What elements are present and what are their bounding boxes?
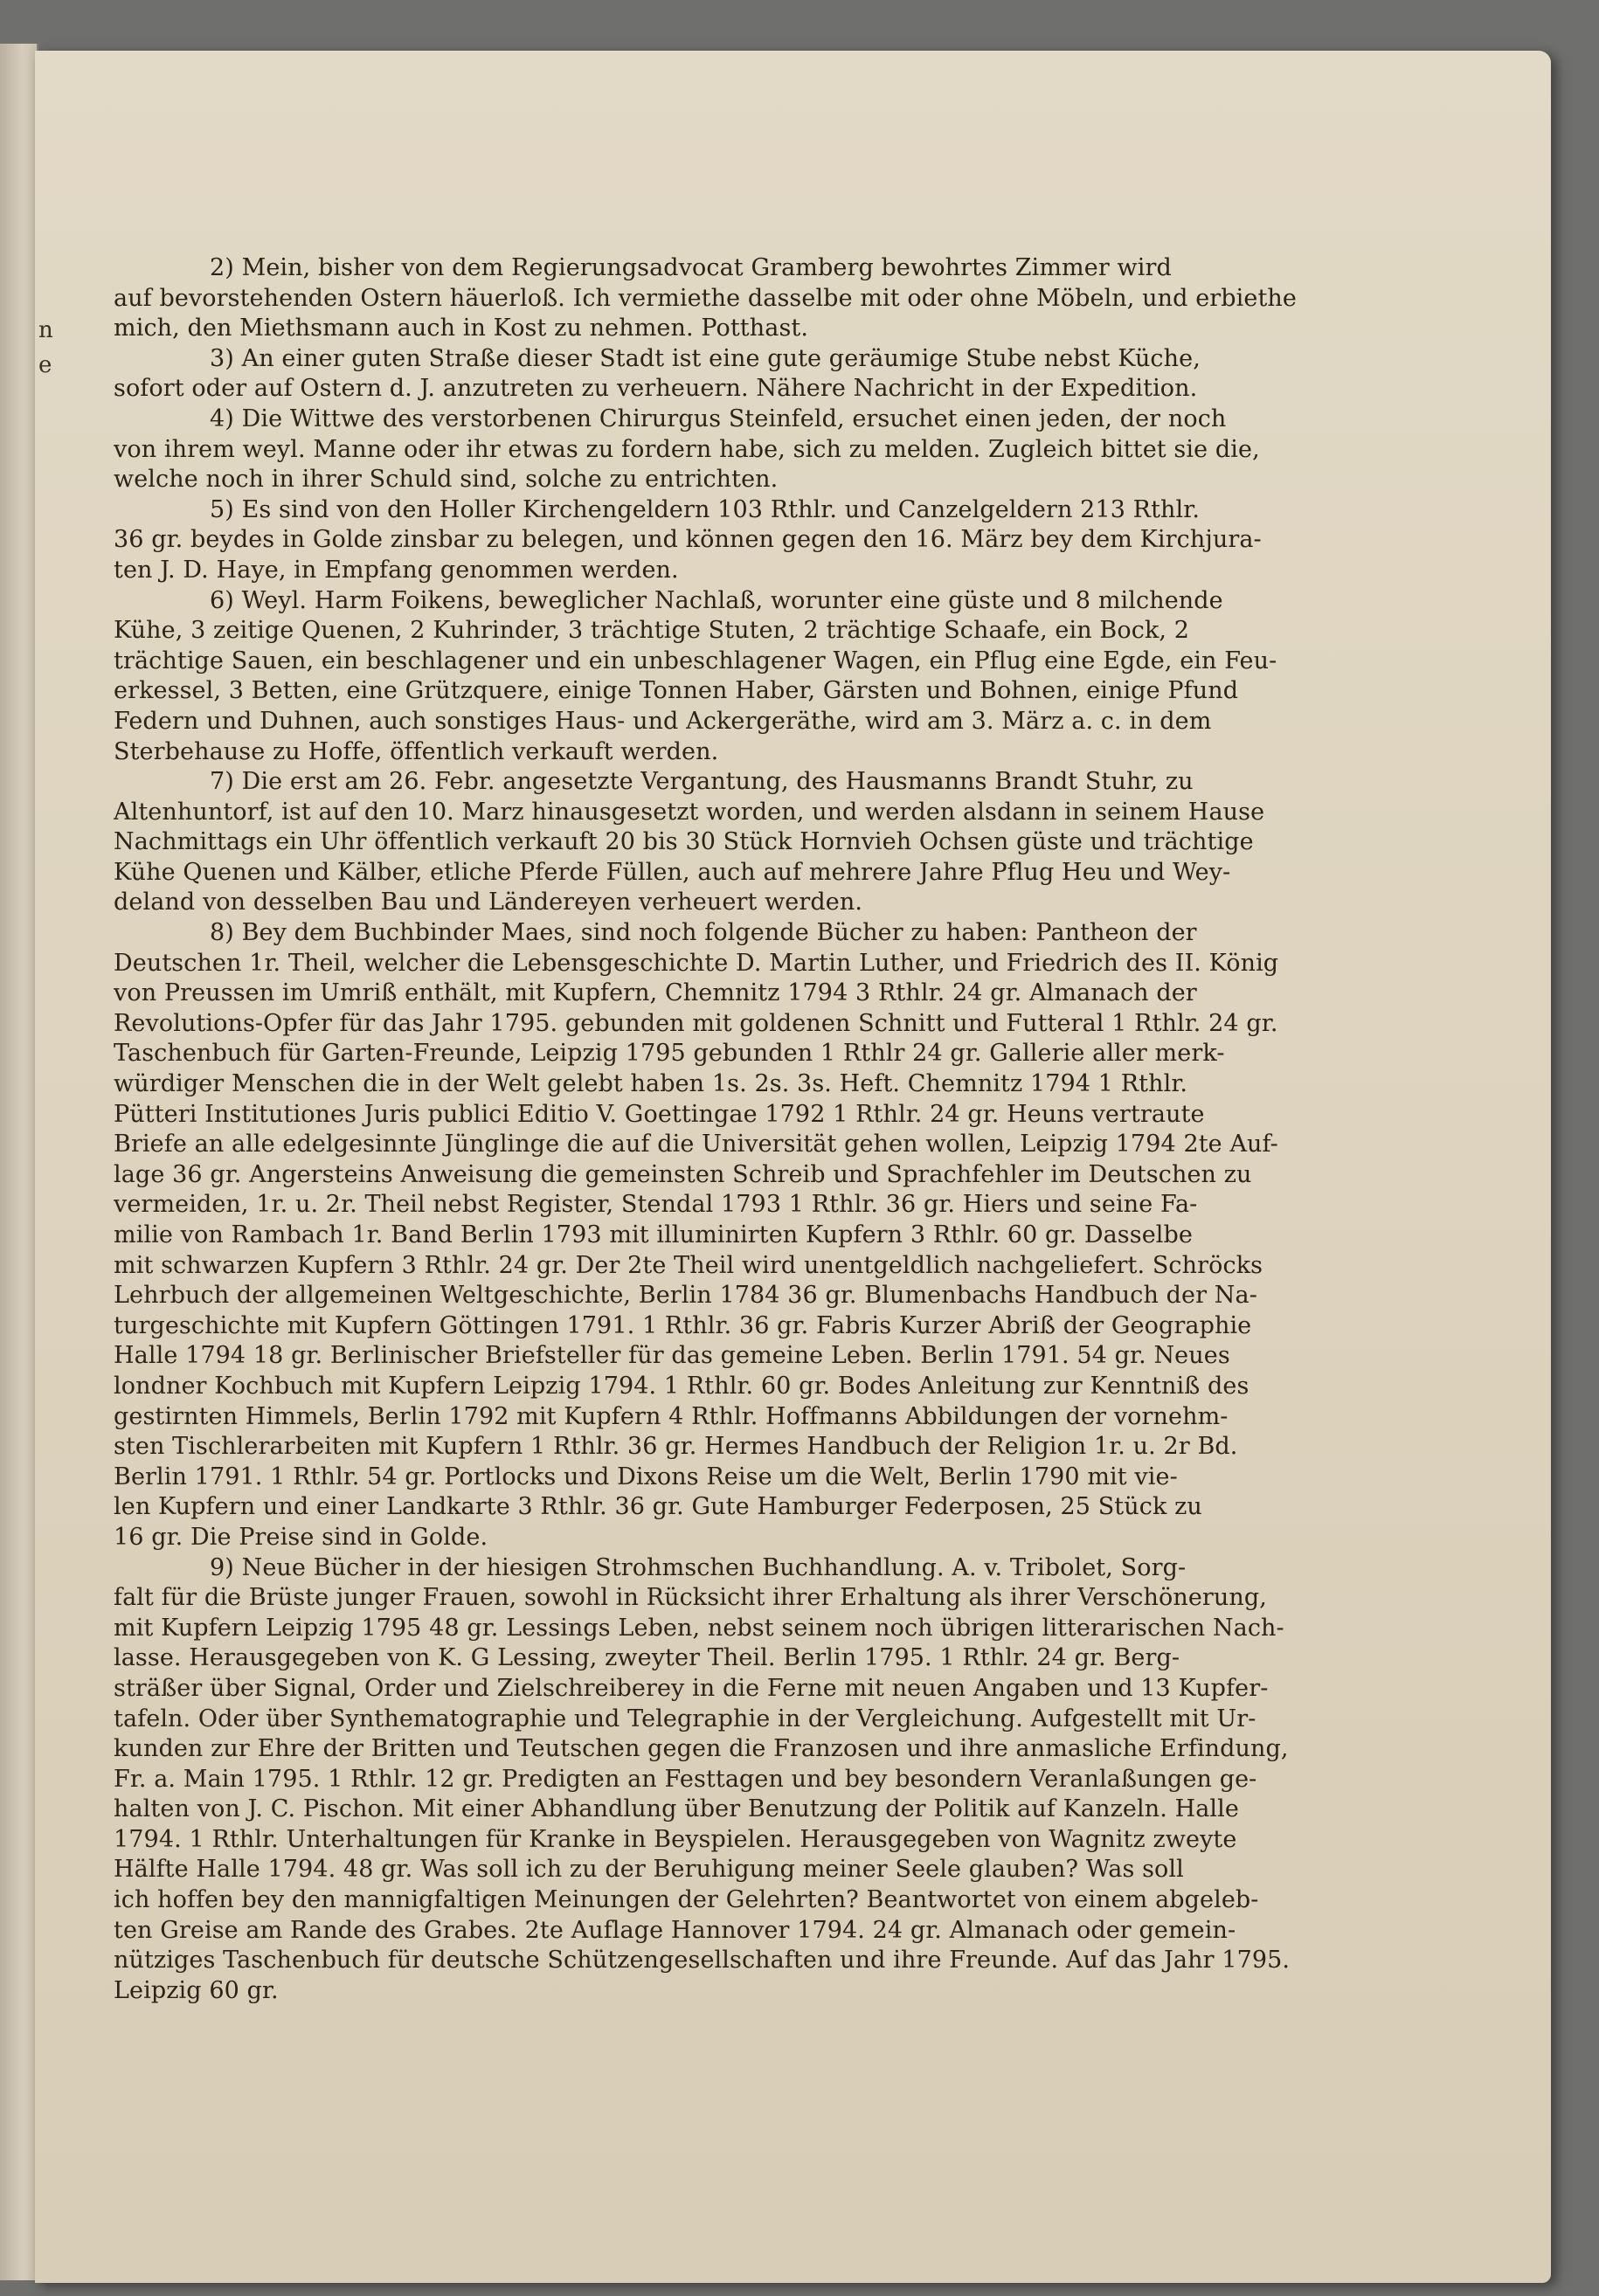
page-text xyxy=(114,253,1337,2006)
margin-mark: n xyxy=(38,317,53,343)
text-line: 1794. 1 Rthlr. Unterhaltungen für Kranke in Beyspielen. Herausgegeben von Wagnitz zweyte xyxy=(114,1825,1237,1853)
advertisement-paragraph xyxy=(114,1553,1337,2007)
text-line: gestirnten Himmels, Berlin 1792 mit Kupfern 4 Rthlr. Hoffmanns Abbildungen der vornehm- xyxy=(114,1402,1229,1430)
advertisement-paragraph xyxy=(114,253,1337,344)
text-line: Kühe, 3 zeitige Quenen, 2 Kuhrinder, 3 trächtige Stuten, 2 trächtige Schaafe, ein Bock, 2 xyxy=(114,617,1190,645)
text-line: Sterbehause zu Hoffe, öffentlich verkauft werden. xyxy=(114,737,719,765)
advertisement-paragraph xyxy=(114,767,1337,918)
text-line: Halle 1794 18 gr. Berlinischer Briefsteller für das gemeine Leben. Berlin 1791. 54 gr. Neues xyxy=(114,1342,1230,1370)
text-line: von Preussen im Umriß enthält, mit Kupfern, Chemnitz 1794 3 Rthlr. 24 gr. Almanach der xyxy=(114,979,1197,1007)
text-line: 6) Weyl. Harm Foikens, beweglicher Nachlaß, worunter eine güste und 8 milchende xyxy=(210,586,1223,614)
text-line: Pütteri Institutiones Juris publici Editio V. Goettingae 1792 1 Rthlr. 24 gr. Heuns vertraute xyxy=(114,1100,1205,1128)
text-line: lasse. Herausgegeben von K. G Lessing, zweyter Theil. Berlin 1795. 1 Rthlr. 24 gr. Berg- xyxy=(114,1644,1180,1672)
text-line: 36 gr. beydes in Golde zinsbar zu belegen, und können gegen den 16. März bey dem Kirchjura- xyxy=(114,526,1262,554)
text-line: sten Tischlerarbeiten mit Kupfern 1 Rthlr. 36 gr. Hermes Handbuch der Religion 1r. u. 2r Bd. xyxy=(114,1433,1238,1461)
text-line: Berlin 1791. 1 Rthlr. 54 gr. Portlocks und Dixons Reise um die Welt, Berlin 1790 mit vie- xyxy=(114,1463,1178,1490)
text-line: sofort oder auf Ostern d. J. anzutreten zu verheuern. Nähere Nachricht in der Expedition. xyxy=(114,375,1198,403)
text-line: Hälfte Halle 1794. 48 gr. Was soll ich zu der Beruhigung meiner Seele glauben? Was soll xyxy=(114,1856,1184,1884)
text-line: Kühe Quenen und Kälber, etliche Pferde Füllen, auch auf mehrere Jahre Pflug Heu und Wey- xyxy=(114,858,1231,886)
text-line: 9) Neue Bücher in der hiesigen Strohmschen Buchhandlung. A. v. Tribolet, Sorg- xyxy=(210,1553,1187,1581)
text-line: Fr. a. Main 1795. 1 Rthlr. 12 gr. Predigten an Festtagen und bey besondern Veranlaßungen ge- xyxy=(114,1765,1257,1793)
text-line: lage 36 gr. Angersteins Anweisung die gemeinsten Schreib und Sprachfehler im Deutschen zu xyxy=(114,1160,1252,1188)
text-line: halten von J. C. Pischon. Mit einer Abhandlung über Benutzung der Politik auf Kanzeln. Halle xyxy=(114,1795,1239,1823)
text-line: von ihrem weyl. Manne oder ihr etwas zu fordern habe, sich zu melden. Zugleich bittet sie die, xyxy=(114,435,1260,463)
text-line: nütziges Taschenbuch für deutsche Schützengesellschaften und ihre Freunde. Auf das Jahr 1795. xyxy=(114,1947,1291,1974)
text-line: mit schwarzen Kupfern 3 Rthlr. 24 gr. Der 2te Theil wird unentgeldlich nachgeliefert. Schröcks xyxy=(114,1251,1263,1279)
text-line: vermeiden, 1r. u. 2r. Theil nebst Register, Stendal 1793 1 Rthlr. 36 gr. Hiers und seine Fa- xyxy=(114,1191,1198,1219)
text-line: deland von desselben Bau und Ländereyen verheuert werden. xyxy=(114,889,863,916)
text-line: 4) Die Wittwe des verstorbenen Chirurgus Steinfeld, ersuchet einen jeden, der noch xyxy=(210,405,1227,432)
facing-page-edge xyxy=(0,44,38,2280)
text-line: trächtige Sauen, ein beschlagener und ein unbeschlagener Wagen, ein Pflug eine Egde, ein Feu- xyxy=(114,647,1277,674)
text-line: mich, den Miethsmann auch in Kost zu nehmen. Potthast. xyxy=(114,315,809,342)
text-line: erkessel, 3 Betten, eine Grützquere, einige Tonnen Haber, Gärsten und Bohnen, einige Pfund xyxy=(114,677,1239,705)
text-line: sträßer über Signal, Order und Zielschreiberey in die Ferne mit neuen Angaben und 13 Kupfer- xyxy=(114,1674,1269,1702)
text-line: milie von Rambach 1r. Band Berlin 1793 mit illuminirten Kupfern 3 Rthlr. 60 gr. Dasselbe xyxy=(114,1221,1193,1248)
text-line: Altenhuntorf, ist auf den 10. Marz hinausgesetzt worden, und werden alsdann in seinem Hause xyxy=(114,798,1265,826)
text-line: Lehrbuch der allgemeinen Weltgeschichte, Berlin 1784 36 gr. Blumenbachs Handbuch der Na- xyxy=(114,1282,1257,1310)
text-line: kunden zur Ehre der Britten und Teutschen gegen die Franzosen und ihre anmasliche Erfindung, xyxy=(114,1735,1289,1763)
text-line: ten J. D. Haye, in Empfang genommen werden. xyxy=(114,556,679,584)
advertisement-paragraph xyxy=(114,495,1337,586)
text-line: Nachmittags ein Uhr öffentlich verkauft 20 bis 30 Stück Hornvieh Ochsen güste und trächtige xyxy=(114,828,1254,856)
advertisement-paragraph xyxy=(114,405,1337,495)
advertisement-paragraph xyxy=(114,344,1337,405)
text-line: auf bevorstehenden Ostern häuerloß. Ich vermiethe dasselbe mit oder ohne Möbeln, und erbiethe xyxy=(114,284,1297,312)
advertisement-paragraph xyxy=(114,586,1337,768)
text-line: 7) Die erst am 26. Febr. angesetzte Vergantung, des Hausmanns Brandt Stuhr, zu xyxy=(210,768,1194,796)
text-line: 5) Es sind von den Holler Kirchengeldern 103 Rthlr. und Canzelgeldern 213 Rthlr. xyxy=(210,495,1201,523)
text-line: 8) Bey dem Buchbinder Maes, sind noch folgende Bücher zu haben: Pantheon der xyxy=(210,919,1197,947)
text-line: ten Greise am Rande des Grabes. 2te Auflage Hannover 1794. 24 gr. Almanach oder gemein- xyxy=(114,1916,1236,1944)
text-line: Federn und Duhnen, auch sonstiges Haus- und Ackergeräthe, wird am 3. März a. c. in dem xyxy=(114,707,1212,735)
text-line: 16 gr. Die Preise sind in Golde. xyxy=(114,1523,488,1551)
document-page xyxy=(35,51,1551,2283)
advertisement-paragraph xyxy=(114,918,1337,1553)
text-line: Taschenbuch für Garten-Freunde, Leipzig 1795 gebunden 1 Rthlr 24 gr. Gallerie aller merk- xyxy=(114,1040,1225,1068)
margin-mark: e xyxy=(38,352,52,378)
text-line: würdiger Menschen die in der Welt gelebt haben 1s. 2s. 3s. Heft. Chemnitz 1794 1 Rthlr. xyxy=(114,1070,1188,1098)
text-line: len Kupfern und einer Landkarte 3 Rthlr. 36 gr. Gute Hamburger Federposen, 25 Stück zu xyxy=(114,1493,1202,1521)
text-line: tafeln. Oder über Synthematographie und Telegraphie in der Vergleichung. Aufgestellt mit Ur- xyxy=(114,1705,1256,1732)
text-line: falt für die Brüste junger Frauen, sowohl in Rücksicht ihrer Erhaltung als ihrer Verschönerung, xyxy=(114,1584,1267,1612)
text-line: mit Kupfern Leipzig 1795 48 gr. Lessings Leben, nebst seinem noch übrigen litterarischen Nach- xyxy=(114,1614,1284,1642)
text-line: londner Kochbuch mit Kupfern Leipzig 1794. 1 Rthlr. 60 gr. Bodes Anleitung zur Kenntniß des xyxy=(114,1372,1249,1400)
text-line: Leipzig 60 gr. xyxy=(114,1976,279,2004)
text-line: turgeschichte mit Kupfern Göttingen 1791. 1 Rthlr. 36 gr. Fabris Kurzer Abriß der Geographie xyxy=(114,1311,1252,1339)
text-line: 3) An einer guten Straße dieser Stadt ist eine gute geräumige Stube nebst Küche, xyxy=(210,344,1201,372)
margin-marks xyxy=(38,313,65,383)
text-line: Deutschen 1r. Theil, welcher die Lebensgeschichte D. Martin Luther, und Friedrich des II. König xyxy=(114,949,1279,977)
text-line: 2) Mein, bisher von dem Regierungsadvocat Gramberg bewohrtes Zimmer wird xyxy=(210,254,1172,281)
text-line: welche noch in ihrer Schuld sind, solche zu entrichten. xyxy=(114,466,779,494)
text-line: Briefe an alle edelgesinnte Jünglinge die auf die Universität gehen wollen, Leipzig 1794 2te Auf- xyxy=(114,1131,1278,1158)
text-line: Revolutions-Opfer für das Jahr 1795. gebunden mit goldenen Schnitt und Futteral 1 Rthlr. 24 gr. xyxy=(114,1009,1278,1037)
text-line: ich hoffen bey den mannigfaltigen Meinungen der Gelehrten? Beantwortet von einem abgeleb- xyxy=(114,1886,1259,1914)
